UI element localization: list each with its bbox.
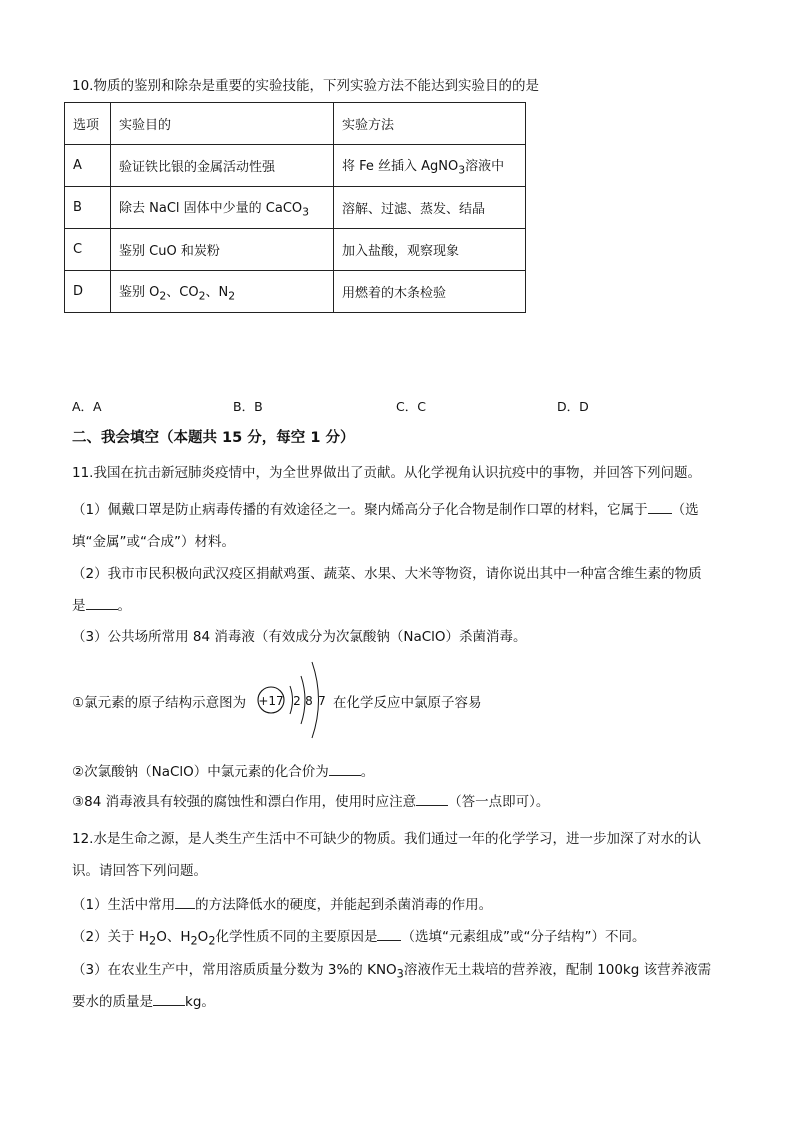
electron-shell-arc xyxy=(290,686,293,714)
experiment-purpose: 鉴别 $O_2$、$CO_2$、$N_2$ xyxy=(111,271,334,313)
q12-part3-line1: （3）在农业生产中，常用溶质质量分数为 3%的 $KNO_3$溶液作无土栽培的营养液，配制 100kg 该营养液需 xyxy=(72,962,712,981)
experiment-method: 将 Fe 丝插入 AgNO$_3$溶液中 xyxy=(334,145,526,187)
choice-a[interactable]: A．A xyxy=(72,399,102,414)
table-row xyxy=(65,145,526,187)
choice-b[interactable]: B．B xyxy=(233,399,263,414)
option-letter: A xyxy=(65,145,111,187)
table-row xyxy=(65,187,526,229)
choice-c[interactable]: C．C xyxy=(396,399,426,414)
q11-part2-line2: 是 。 xyxy=(72,598,131,614)
experiment-method: 加入盐酸，观察现象 xyxy=(334,229,526,271)
q11-sub1-text-b: 在化学反应中氯原子容易 xyxy=(333,695,482,711)
chlorine-atom-structure-diagram xyxy=(256,654,328,746)
electron-count: 2 xyxy=(293,694,301,708)
table-header-cell: 实验目的 xyxy=(111,103,334,145)
table-row xyxy=(65,271,526,313)
q11-sub3: ③84 消毒液具有较强的腐蚀性和漂白作用，使用时应注意 （答一点即可）。 xyxy=(72,794,550,810)
answer-blank[interactable] xyxy=(86,608,118,610)
q12-part2: （2）关于 $H_2O$、$H_2O_2$化学性质不同的主要原因是 （选填“元素组成”或“分子结构”）不同。 xyxy=(72,929,646,948)
option-letter: D xyxy=(65,271,111,313)
answer-blank[interactable] xyxy=(377,939,401,941)
electron-count: 8 xyxy=(305,694,313,708)
q12-stem-line2: 识。请回答下列问题。 xyxy=(72,863,207,879)
section-title: 二、我会填空（本题共 15 分，每空 1 分） xyxy=(72,430,355,446)
q11-part1-line2: 填“金属”或“合成”）材料。 xyxy=(72,534,235,550)
answer-blank[interactable] xyxy=(153,1004,185,1006)
answer-blank[interactable] xyxy=(175,907,195,909)
q10-stem: 10.物质的鉴别和除杂是重要的实验技能，下列实验方法不能达到实验目的的是 xyxy=(72,78,539,94)
nucleus-charge: +17 xyxy=(258,694,284,708)
table-header-row xyxy=(65,103,526,145)
experiment-method: 用燃着的木条检验 xyxy=(334,271,526,313)
table-header-cell: 选项 xyxy=(65,103,111,145)
experiment-purpose: 鉴别 CuO 和炭粉 xyxy=(111,229,334,271)
answer-blank[interactable] xyxy=(648,512,672,514)
choice-d[interactable]: D．D xyxy=(557,399,589,414)
experiment-purpose: 验证铁比银的金属活动性强 xyxy=(111,145,334,187)
option-letter: C xyxy=(65,229,111,271)
experiment-purpose: 除去 NaCl 固体中少量的 CaCO$_3$ xyxy=(111,187,334,229)
table-row xyxy=(65,229,526,271)
experiment-method: 溶解、过滤、蒸发、结晶 xyxy=(334,187,526,229)
q10-options-table xyxy=(64,102,526,313)
answer-blank[interactable] xyxy=(416,804,448,806)
option-letter: B xyxy=(65,187,111,229)
answer-blank[interactable] xyxy=(329,774,361,776)
q11-sub1-text-a: ①氯元素的原子结构示意图为 xyxy=(72,695,247,711)
q11-sub2: ②次氯酸钠（NaClO）中氯元素的化合价为 。 xyxy=(72,764,375,780)
table-header-cell: 实验方法 xyxy=(334,103,526,145)
q12-stem-line1: 12.水是生命之源，是人类生产生活中不可缺少的物质。我们通过一年的化学学习，进一步加深了对水的认 xyxy=(72,831,701,847)
q12-part3-line2: 要水的质量是 kg。 xyxy=(72,994,215,1010)
q11-stem: 11.我国在抗击新冠肺炎疫情中，为全世界做出了贡献。从化学视角认识抗疫中的事物，并回答下列问题。 xyxy=(72,465,701,481)
q11-part2-line1: （2）我市市民积极向武汉疫区捐献鸡蛋、蔬菜、水果、大米等物资，请你说出其中一种富含维生素的物质 xyxy=(72,566,702,582)
q11-part3: （3）公共场所常用 84 消毒液（有效成分为次氯酸钠（NaClO）杀菌消毒。 xyxy=(72,629,527,645)
q12-part1: （1）生活中常用 的方法降低水的硬度，并能起到杀菌消毒的作用。 xyxy=(72,897,493,913)
q11-part1-line1: （1）佩戴口罩是防止病毒传播的有效途径之一。聚内烯高分子化合物是制作口罩的材料，它属于 （选 xyxy=(72,502,699,518)
electron-count: 7 xyxy=(318,694,326,708)
